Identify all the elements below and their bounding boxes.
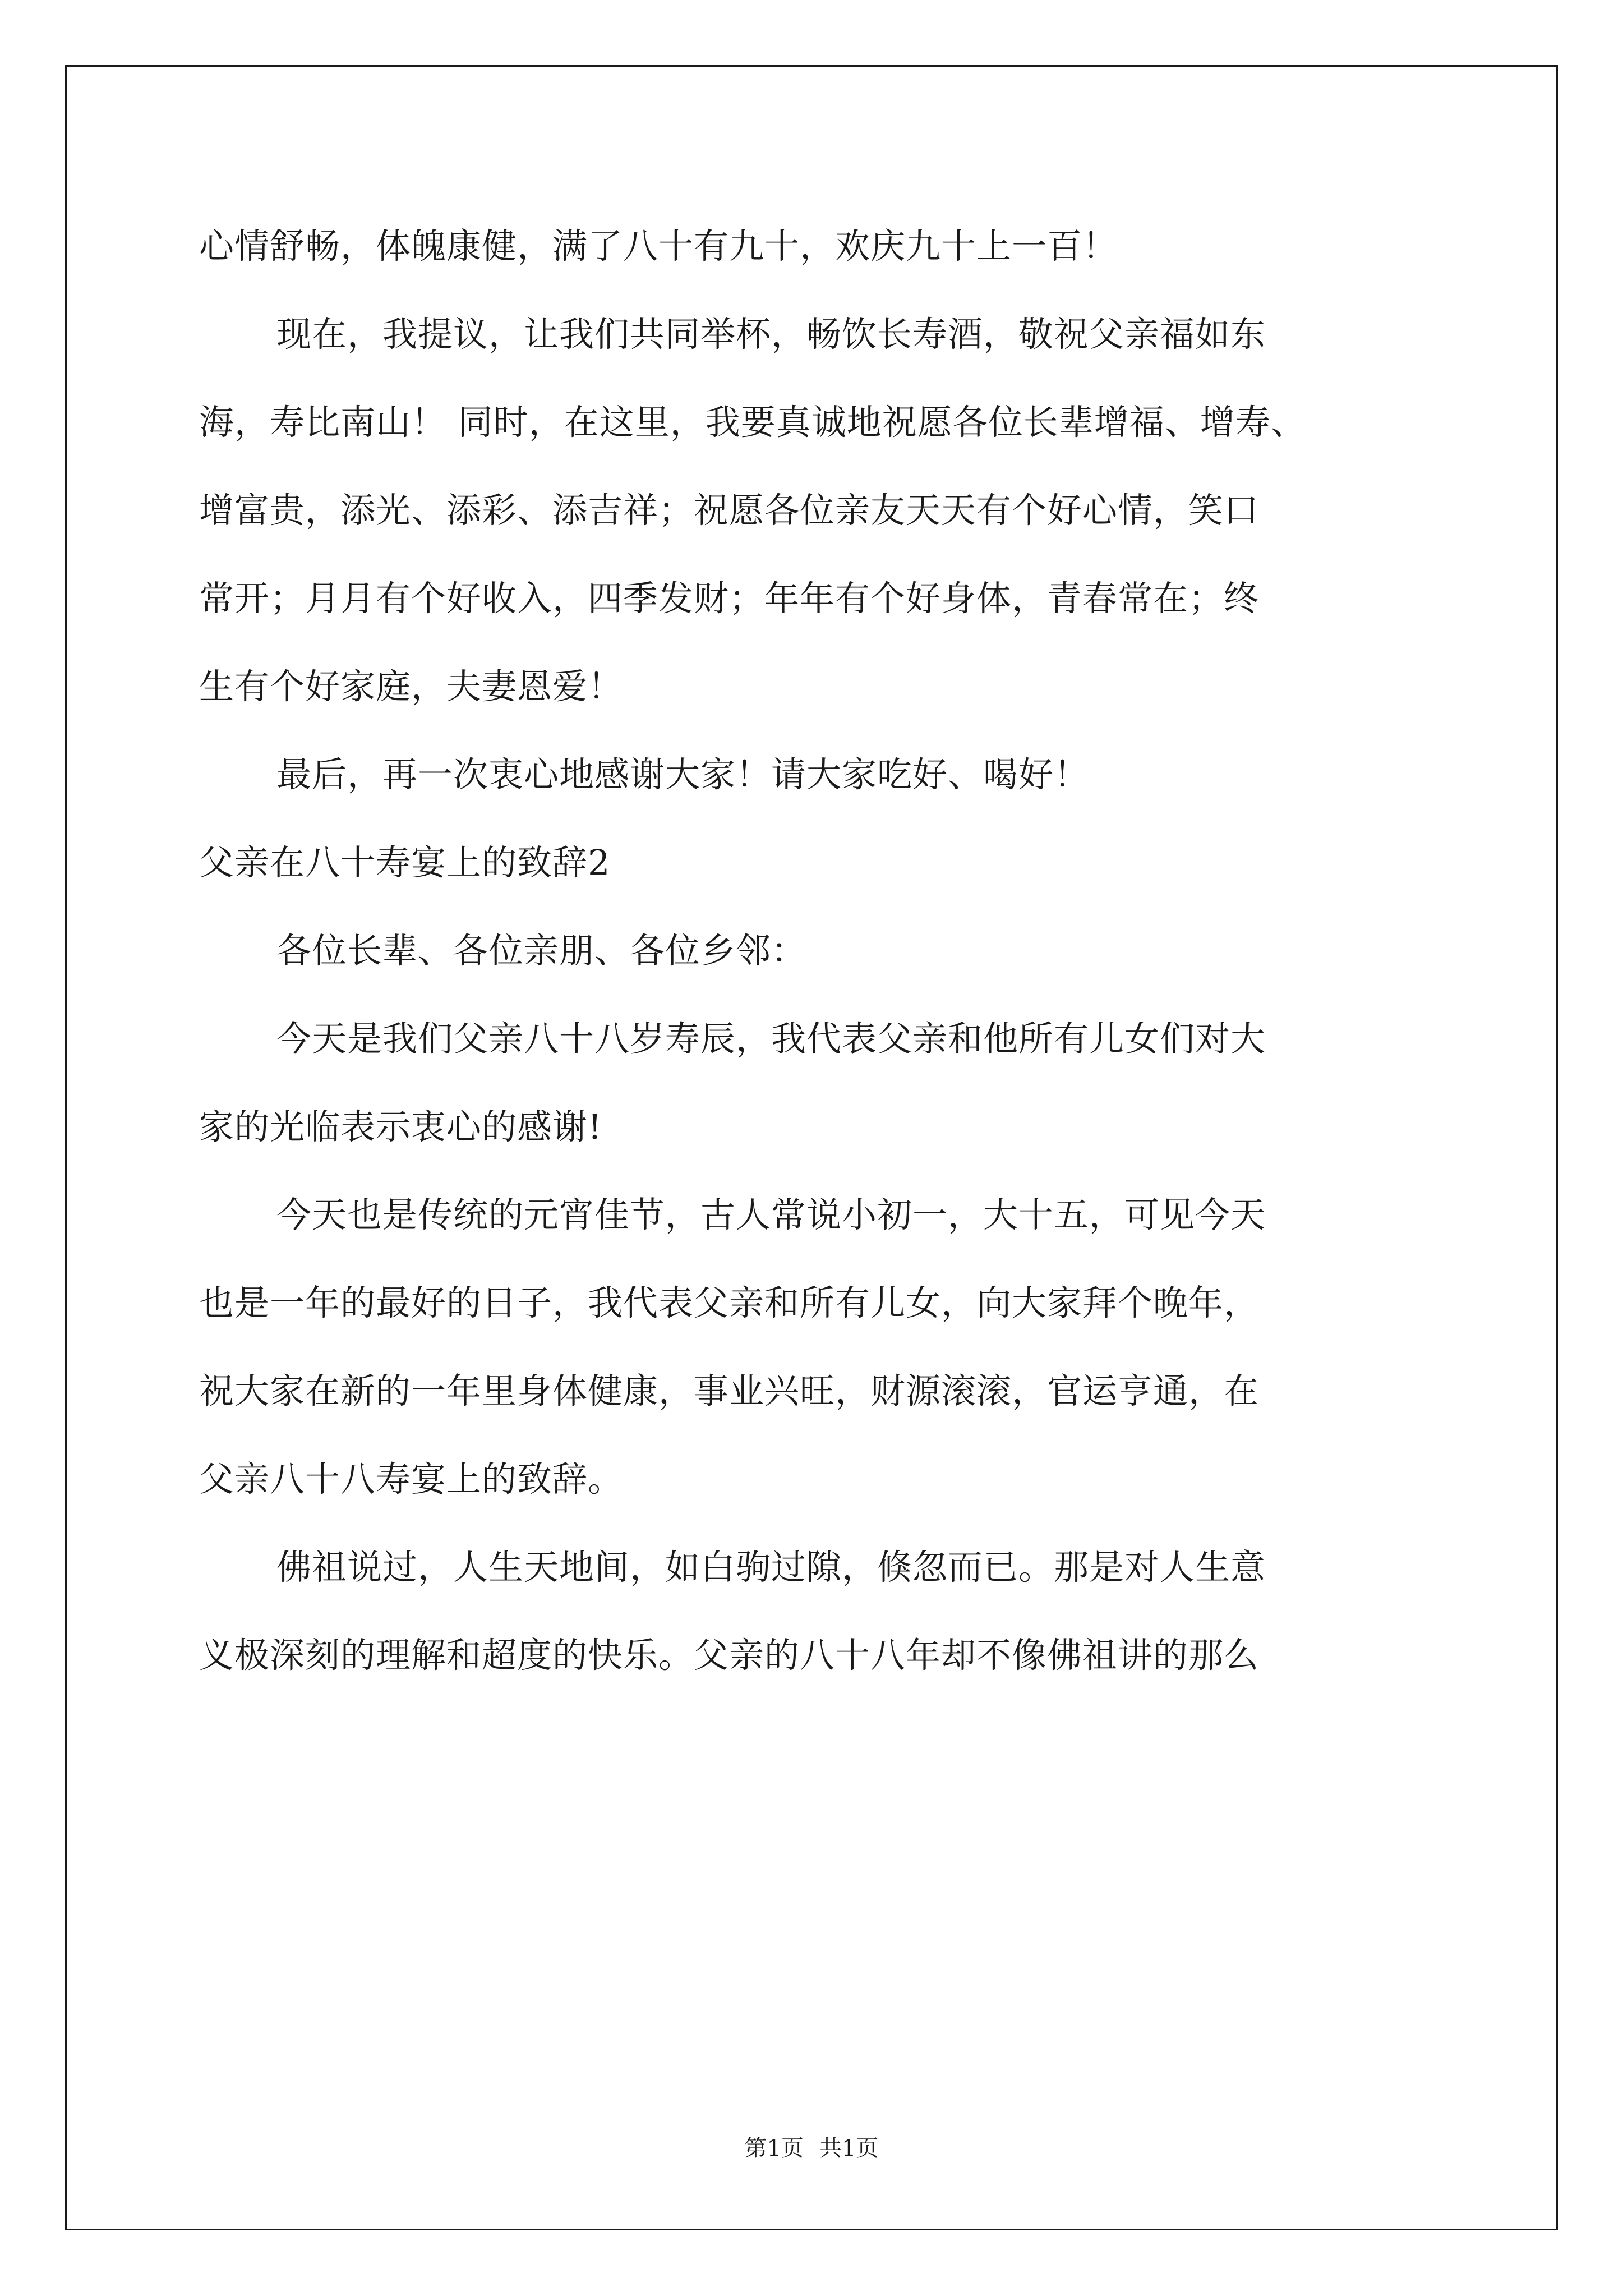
text-line-16: 佛祖说过，人生天地间，如白驹过隙，倏忽而已。那是对人生意 [276, 1547, 1266, 1588]
page-total: 共1页 [819, 2136, 879, 2161]
section-heading: 父亲在八十寿宴上的致辞2 [199, 842, 611, 883]
text-line-14: 祝大家在新的一年里身体健康，事业兴旺，财源滚滚，官运亨通，在 [199, 1370, 1260, 1411]
text-line-17: 义极深刻的理解和超度的快乐。父亲的八十八年却不像佛祖讲的那么 [199, 1635, 1260, 1676]
text-line-3: 海，寿比南山！ 同时，在这里，我要真诚地祝愿各位长辈增福、增寿、 [199, 402, 1306, 443]
text-line-2: 现在，我提议，让我们共同举杯，畅饮长寿酒，敬祝父亲福如东 [276, 314, 1266, 355]
text-line-11: 家的光临表示衷心的感谢! [199, 1106, 602, 1147]
text-line-4: 增富贵，添光、添彩、添吉祥；祝愿各位亲友天天有个好心情，笑口 [199, 490, 1260, 531]
text-line-10: 今天是我们父亲八十八岁寿辰，我代表父亲和他所有儿女们对大 [276, 1018, 1266, 1059]
text-line-9: 各位长辈、各位亲朋、各位乡邻： [276, 930, 807, 971]
text-line-6: 生有个好家庭，夫妻恩爱！ [199, 666, 624, 707]
text-line-15: 父亲八十八寿宴上的致辞。 [199, 1458, 624, 1499]
text-line-13: 也是一年的最好的日子，我代表父亲和所有儿女，向大家拜个晚年， [199, 1282, 1260, 1323]
page-number: 第1页 [744, 2136, 804, 2161]
text-line-12: 今天也是传统的元宵佳节，古人常说小初一，大十五，可见今天 [276, 1194, 1266, 1235]
text-line-5: 常开；月月有个好收入，四季发财；年年有个好身体，青春常在；终 [199, 578, 1260, 619]
text-line-1: 心情舒畅，体魄康健，满了八十有九十，欢庆九十上一百！ [199, 226, 1118, 266]
page-footer [0, 2132, 1623, 2165]
document-body [199, 202, 1427, 1699]
text-line-7: 最后，再一次衷心地感谢大家！请大家吃好、喝好！ [276, 754, 1090, 795]
